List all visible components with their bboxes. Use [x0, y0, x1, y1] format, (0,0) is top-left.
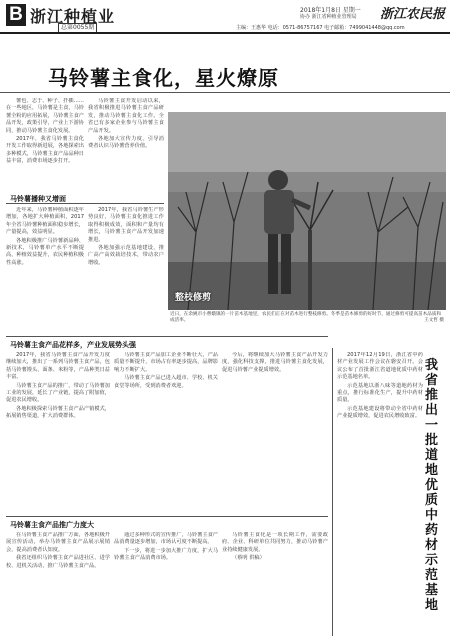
photo-credit: 王文哲 摄 — [424, 318, 444, 323]
paragraph: 各地加大宣传力度，引导消费者认识马铃薯营养价值。 — [88, 136, 164, 150]
paragraph: 2017年，我省马铃薯主食化开发工作取得新进展，各地探索出多种模式，马铃薯主食产品品种日益丰富，消费市场逐步打开。 — [6, 136, 84, 165]
paragraph: 示范基地建设将带动全省中药材产业提质增效，促进农民增收致富。 — [337, 405, 423, 420]
sidebar-text — [337, 352, 423, 632]
lead-text — [6, 98, 84, 190]
photo-image — [168, 112, 446, 310]
photo-caption — [170, 312, 444, 324]
paragraph: 马铃薯主食产品的推广，带动了马铃薯加工业的发展，延长了产业链，提高了附加值，促进农民增收。 — [6, 382, 110, 404]
paragraph: 下一步，将进一步加大推广力度，扩大马铃薯主食产品消费市场。 — [114, 547, 218, 562]
lead-text-col2 — [88, 98, 164, 190]
paragraph: 马铃薯主食产品加工企业不断壮大，产品质量不断提升，市场占有率逐步提高，品牌影响力不断扩大。 — [114, 352, 218, 373]
paragraph: 各地加强示范基地建设，推广高产高效栽培技术，带动农户增收。 — [88, 245, 164, 266]
paragraph: 我省还组织马铃薯主食产品进社区、进学校、进机关活动，推广马铃薯主食产品。 — [6, 555, 110, 569]
paragraph: 2017年，我省马铃薯主食产品开发力度继续加大，推出了一系列马铃薯主食产品，包括马铃薯馒头、面条、米粉等，产品种类日益丰富。 — [6, 352, 110, 381]
paragraph: 在马铃薯主食产品推广方面，各地积极开展宣传活动，举办马铃薯主食产品展示展销会，提高消费者认知度。 — [6, 532, 110, 553]
paragraph: 2017年，我省马铃薯生产形势良好，马铃薯主食化推进工作取得积极成效，面积和产量均有增长，马铃薯主食产品开发加速推进。 — [88, 207, 164, 243]
section-rule — [6, 516, 328, 517]
section-logo: B — [6, 4, 26, 26]
paragraph: （蔡明 供稿） — [232, 555, 265, 562]
paragraph: 近年来，马铃薯种植面积逐年增加，各地扩大种植面积，2017年全省马铃薯种植面积稳步增长，产量提高，效益明显。 — [6, 207, 84, 236]
news-photo — [168, 112, 446, 310]
section2-text-col3 — [222, 352, 328, 512]
issue-number: 总第0055期 — [58, 23, 97, 33]
section1-text-col2 — [88, 207, 164, 335]
paragraph: 2017年12月19日，浙江省中药材产业发展工作会议在磐安召开。会议公布了首批浙江省道地优质中药材示范基地名单。 — [337, 352, 423, 381]
section-title: 浙江种植业 — [30, 7, 116, 26]
paragraph: 示范基地以浙八味等道地药材为重点，推行标准化生产，提升中药材质量。 — [337, 382, 423, 404]
photo-title: 整枝修剪 — [175, 293, 212, 303]
caption-text: 近日，在余姚市小曹娥镇的一片苗木基地里，农民们正在对苗木进行整枝修剪。冬季是苗木修剪的好时节，通过修剪可提高苗木品质和成活率。 — [170, 312, 442, 323]
section-rule — [6, 336, 328, 337]
subhead-rule — [6, 203, 164, 204]
section3-text — [6, 532, 110, 636]
headline: 马铃薯主食化，星火燎原 — [48, 66, 279, 90]
paragraph: 马铃薯主食化是一项长期工作，需要政府、企业、科研单位共同努力，推动马铃薯产业持续健康发展。 — [222, 532, 328, 553]
subhead-products: 马铃薯主食产品花样多，产业发展势头强 — [10, 341, 136, 349]
paragraph: 各地积极推广马铃薯新品种、新技术，马铃薯单产水平不断提高，种植效益提升，农民种植积极性高涨。 — [6, 237, 84, 266]
paper-name: 浙江农民报 — [380, 7, 446, 22]
section3-text-col2 — [114, 532, 218, 636]
masthead — [0, 0, 450, 34]
headline-rule — [0, 92, 450, 93]
paragraph: 各地积极探索马铃薯主食产品产销模式，拓展销售渠道，扩大消费群体。 — [6, 405, 110, 420]
issue-date: 2018年1月8日 星期一 — [300, 7, 361, 14]
section2-text-col2 — [114, 352, 218, 512]
subhead-promotion: 马铃薯主食产品推广力度大 — [10, 521, 94, 529]
paragraph: 今后，将继续加大马铃薯主食产品开发力度，强化科技支撑，推进马铃薯主食化发展，促进马铃薯产业提质增效。 — [222, 352, 328, 373]
paragraph: 薯也、志于、种子、扦插……在一些地区，马铃薯是主食，马铃薯全粉的应用拓展，马铃薯主食产品开发，政策引导，产业上下游协同，推动马铃薯主食化发展。 — [6, 98, 84, 134]
sidebar-vertical-headline: 我省推出一批道地优质中药材示范基地 — [425, 358, 439, 613]
section3-text-col3 — [222, 532, 328, 636]
paragraph: 马铃薯主食产品已进入超市、学校、机关食堂等场所，受到消费者欢迎。 — [114, 375, 218, 389]
masthead-rule — [0, 32, 450, 34]
paragraph: 马铃薯主食开发启动以来，我省积极推进马铃薯主食产品研发，推动马铃薯主食化工作。全省已有多家企业参与马铃薯主食产品开发。 — [88, 98, 164, 134]
section1-text — [6, 207, 84, 335]
co-organizer: 协办 浙江省种植业管理局 — [300, 14, 357, 20]
contact-line: 主编：王惠华 电话：0571-86757167 电子邮箱：7499041448@qq.com — [236, 25, 405, 31]
section2-text — [6, 352, 110, 512]
subhead-planting: 马铃薯播种又增面 — [10, 195, 66, 203]
paragraph: 通过多种形式的宣传推广，马铃薯主食产品消费量逐步增加，市场认可度不断提高。 — [114, 532, 218, 546]
